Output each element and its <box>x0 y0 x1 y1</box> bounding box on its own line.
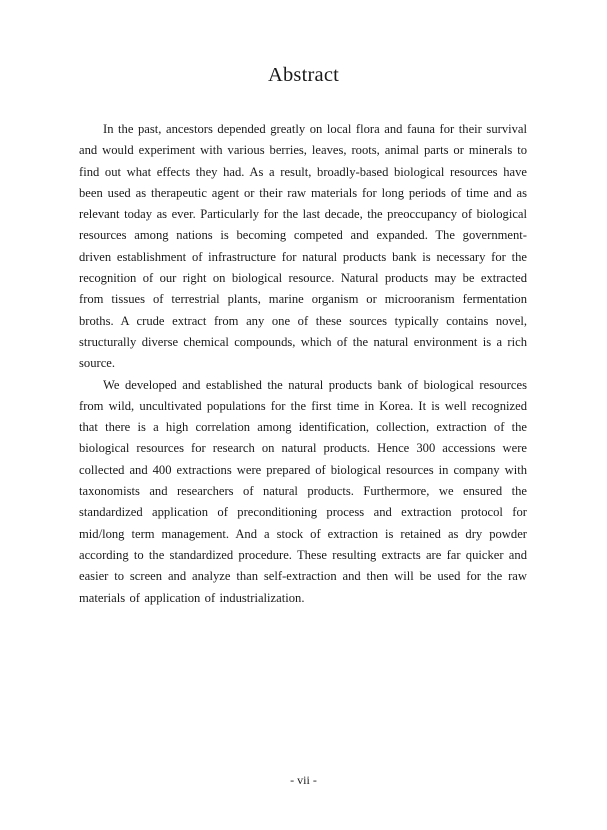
abstract-paragraph-1: In the past, ancestors depended greatly on local flora and fauna for their survival and would experiment with various berries, leaves, roots, animal parts or minerals to find out what effects they had. As a result, broadly-based biological resources have been used as therapeutic agent or their raw materials for long periods of time and as relevant today as ever. Particularly for the last decade, the preoccupancy of biological resources among nations is becoming competed and expanded. The government-driven establishment of infrastructure for natural products bank is necessary for the recognition of our right on biological resource. Natural products may be extracted from tissues of terrestrial plants, marine organism or microoranism fermentation broths. A crude extract from any one of these sources typically contains novel, structurally diverse chemical compounds, which of the natural environment is a rich source. <box>79 122 527 371</box>
abstract-paragraph-2: We developed and established the natural products bank of biological resources from wild, uncultivated populations for the first time in Korea. It is well recognized that there is a high correlation among identification, collection, extraction of the biological resources for research on natural products. Hence 300 accessions were collected and 400 extractions were prepared of biological resources in company with taxonomists and researchers of natural products. Furthermore, we ensured the standardized application of preconditioning process and extraction protocol for mid/long term management. And a stock of extraction is retained as dry powder according to the standardized procedure. These resulting extracts are far quicker and easier to screen and analyze than self-extraction and then will be used for the raw materials of application of industrialization. <box>79 377 527 605</box>
abstract-body <box>79 119 527 609</box>
page-title: Abstract <box>267 64 340 86</box>
page-number: - vii - <box>290 773 317 787</box>
